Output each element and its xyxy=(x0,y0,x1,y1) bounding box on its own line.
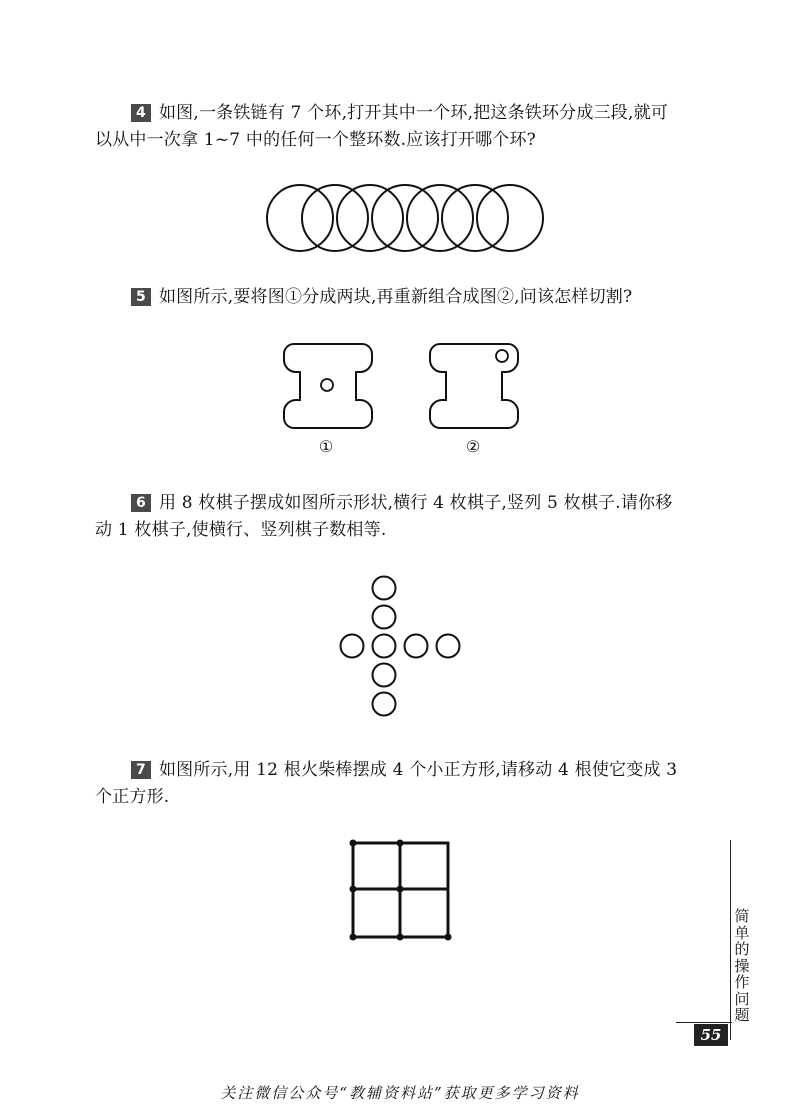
matchstick-head xyxy=(350,840,357,847)
matchstick-head xyxy=(350,934,357,941)
problem-text-line1: 如图,一条铁链有 7 个环,打开其中一个环,把这条铁环分成三段,就可 xyxy=(158,103,668,123)
problem-number-badge: 6 xyxy=(131,494,151,512)
figure-label-1: ① xyxy=(318,437,334,456)
problem-text-line2: 以从中一次拿 1~7 中的任何一个整环数.应该打开哪个环? xyxy=(95,130,537,150)
problem-text-line1: 用 8 枚棋子摆成如图所示形状,横行 4 枚棋子,竖列 5 枚棋子.请你移 xyxy=(158,493,673,513)
matchstick-head xyxy=(397,886,404,893)
matchstick-head xyxy=(350,886,357,893)
problem-text-line2: 个正方形. xyxy=(95,787,170,807)
problem-number-badge: 5 xyxy=(131,288,151,306)
matchstick-head xyxy=(397,840,404,847)
problem-text-line2: 动 1 枚棋子,使横行、竖列棋子数相等. xyxy=(95,520,387,540)
matchstick-head xyxy=(397,934,404,941)
problem-text-line1: 如图所示,用 12 根火柴棒摆成 4 个小正方形,请移动 4 根使它变成 3 xyxy=(158,760,678,780)
sidebar-rule xyxy=(730,840,731,1040)
problem-number-badge: 4 xyxy=(131,104,151,122)
footer-watermark: 关注微信公众号“教辅资料站”获取更多学习资料 xyxy=(220,1084,580,1102)
page-number-rule xyxy=(676,1022,732,1023)
problem-number-badge: 7 xyxy=(131,761,151,779)
page-number: 55 xyxy=(694,1024,728,1046)
matchstick-head xyxy=(445,934,452,941)
figure-label-2: ② xyxy=(465,437,481,456)
problem-text-line1: 如图所示,要将图①分成两块,再重新组合成图②,问该怎样切割? xyxy=(158,287,633,307)
section-title: 简单的操作问题 xyxy=(734,907,750,1024)
